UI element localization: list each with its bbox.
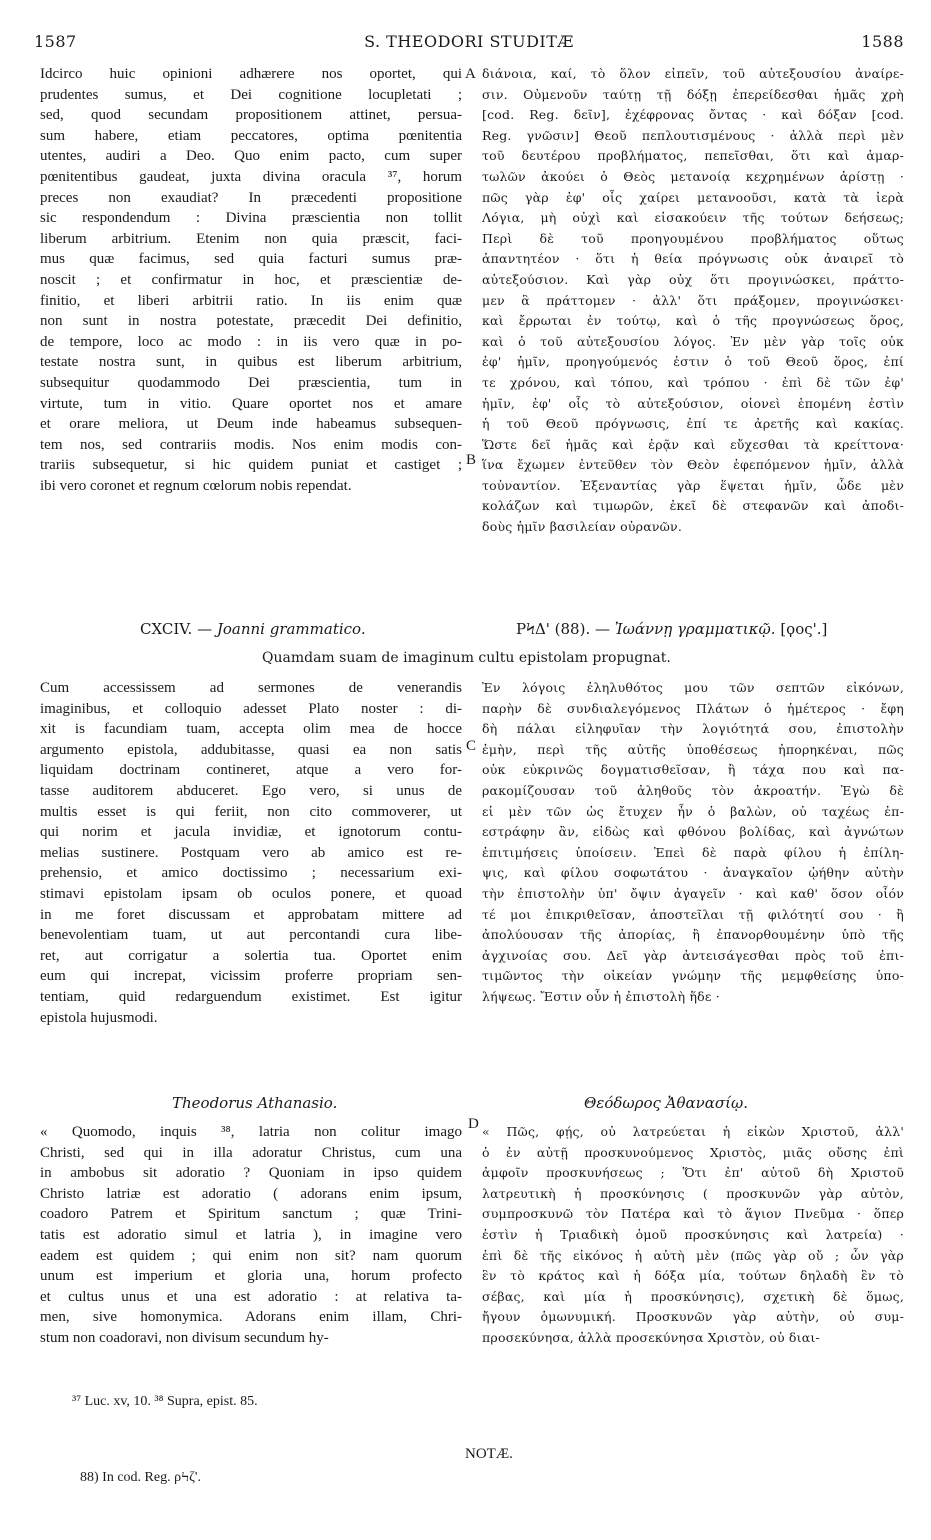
- text-line: τε χρόνου, καὶ τόπου, καὶ τρόπου · ἐπὶ δὲ τῶν ἐφ': [482, 374, 904, 390]
- latin-letter-number: CXCIV.: [140, 620, 193, 638]
- text-line: τιμῶντος τὴν οἰκείαν γνώμην τῆς μεμφθείσης ὑπο-: [482, 968, 904, 984]
- text-line: Ὥστε δεῖ ἡμᾶς καὶ ἐρᾷν καὶ εὔχεσθαι τὰ κρείττονα·: [482, 436, 904, 452]
- text-line: διάνοια, καί, τὸ ὅλον εἰπεῖν, τοῦ αὐτεξουσίου ἀναίρε-: [482, 66, 904, 81]
- text-line: Cum accessissem ad sermones de venerandis: [40, 680, 462, 696]
- greek-column-top: [482, 64, 904, 538]
- text-line: in ambobus sit adoratio ? Quoniam in ipso quidem: [40, 1165, 462, 1182]
- notae-text: 88) In cod. Reg. ρϞζ'.: [80, 1470, 201, 1485]
- text-line: qui norim et jacula invidiæ, et ignotorum contu-: [40, 824, 462, 841]
- text-line: et orare meliora, ut Deum inde habeamus subsequen-: [40, 416, 462, 433]
- text-line: Reg. γνῶσιν] Θεοῦ πεπλουτισμένους · ἀλλὰ περὶ μὲν: [482, 127, 904, 143]
- text-line: unum est imperium et gloria una, horum profecto: [40, 1268, 462, 1285]
- text-line: eum qui increpat, vicissim proferre propriam sen-: [40, 968, 462, 985]
- text-line: tem nos, sed contrariis modis. Nos enim modis con-: [40, 436, 462, 453]
- text-line: imaginibus, et colloquio adesset Plato noster : di-: [40, 700, 462, 717]
- text-line: prudentes sumus, et Dei cognitione locupletati ;: [40, 86, 462, 103]
- text-line: Christi, sed qui in illa adoratur Christus, cum una: [40, 1144, 462, 1161]
- text-line: finitio, et liberi arbitrii ratio. In iis enim quæ: [40, 292, 462, 309]
- text-line: virtute, tum in vitio. Quare oportet nos et amare: [40, 395, 462, 412]
- text-line: ἐπιτιμήσεις ὑποίσειν. Ἐπεὶ δὲ παρὰ φίλου ἡ ἐπίλη-: [482, 844, 904, 860]
- text-line: et cultus unus et una est adoratio : at relativa ta-: [40, 1288, 462, 1305]
- text-line: καὶ ὁ τοῦ αὐτεξουσίου λόγος. Ἐν μὲν γὰρ τοῖς οὐκ: [482, 333, 904, 349]
- footnotes: ³⁷ Luc. xv, 10. ³⁸ Supra, epist. 85.: [72, 1394, 258, 1409]
- text-line: προσεκύνησα, ἀλλὰ προσεκύνησα Χριστὸν, οὐ διαι-: [482, 1329, 820, 1345]
- greek-inner-title: Θεόδωρος Ἀθανασίῳ.: [584, 1094, 749, 1112]
- running-header: [34, 32, 904, 56]
- text-line: benevolentiam tuam, ut aut percontandi cura libe-: [40, 927, 462, 944]
- latin-inner-title: Theodorus Athanasio.: [172, 1094, 338, 1112]
- text-line: sum habere, etiam peccatores, optima pœnitentia: [40, 127, 462, 144]
- text-line: παρὴν δὲ συνδιαλεγόμενος Πλάτων ὁ ἡμέτερος · ἔφη: [482, 700, 904, 716]
- latin-column-bottom: [40, 1122, 462, 1349]
- text-line: συμπροσκυνῶ τὸν Πατέρα καὶ τὸ ἅγιον Πνεῦμα · ὅπερ: [482, 1206, 904, 1222]
- text-line: sic respondendum : Divina præscientia non tollit: [40, 210, 462, 227]
- greek-heading-dash: —: [595, 620, 611, 638]
- text-line: liquidam doctrinam contineret, atque a vero for-: [40, 762, 462, 779]
- text-line: ἓν τὸ κράτος καὶ ἡ δόξα μία, τούτων δηλαδὴ ἓν τὸ: [482, 1268, 904, 1284]
- text-line: ἀμφοῖν προσκυνήσεως ; Ὅτι ἐπ' αὐτοῦ δὴ Χριστοῦ: [482, 1165, 904, 1181]
- text-line: « Quomodo, inquis ³⁸, latria non colitur imago: [40, 1124, 462, 1140]
- text-line: tasse auditorem abduceret. Ego vero, si unus de: [40, 782, 462, 799]
- latin-letter-recipient: Joanni grammatico.: [216, 620, 366, 638]
- text-line: mus quæ facimus, sed quia facturi sumus præ-: [40, 251, 462, 268]
- text-line: argumento epistola, addubitasse, quasi ea non satis: [40, 741, 462, 758]
- text-line: ἵνα ἔχωμεν ἐντεῦθεν τὸν Θεὸν ἑφεπόμενον ἡμῖν, ἀλλὰ: [482, 457, 904, 473]
- greek-letter-recipient: Ἰωάννῃ γραμματικῷ.: [614, 620, 776, 638]
- text-line: stimavi epistolam ipsam ob oculos ponere, et quoad: [40, 885, 462, 902]
- text-line: sed, quod secundam propositionem attinet, persua-: [40, 107, 462, 124]
- text-line: ρακομίζουσαν τοῦ ἀληθοῦς τὸν ἀκροατήν. Ἐγὼ δὲ: [482, 782, 904, 798]
- text-line: Christo latriæ est adoratio ( adorans enim ipsum,: [40, 1185, 462, 1202]
- text-line: [cod. Reg. δεῖν], ἐχέφρονας ὄντας · καὶ δόξαν [cod.: [482, 107, 904, 123]
- text-line: τωλῶν ἀκούει ὁ Θεὸς μετανοίᾳ κεχρημένων ἀρίστῃ ·: [482, 168, 904, 184]
- text-line: eadem est quidem ; qui enim non sit? nam quorum: [40, 1247, 462, 1264]
- text-line: αὐτεξούσιον. Καὶ γὰρ οὐχ ὅτι προγινώσκει, πράττο-: [482, 271, 904, 287]
- text-line: ἀγχινοίας σου. Δεῖ γὰρ ἀντεισάγεσθαι πρὸς τοῦ ἐπι-: [482, 947, 904, 963]
- greek-letter-heading: [516, 620, 827, 638]
- text-line: σιν. Οὐμενοῦν ταύτῃ τῇ δόξῃ ἐπερείδεσθαι ἡμᾶς χρὴ: [482, 86, 904, 102]
- text-line: melias sustinere. Postquam vero ab amico est re-: [40, 844, 462, 861]
- text-line: xit is facundiam tuam, accepta olim mea de hocce: [40, 721, 462, 738]
- greek-letter-bracket: [ϙος'.]: [780, 620, 828, 638]
- text-line: τὴν ἐπιστολὴν ὑπ' ὄψιν ἀγαγεῖν · καὶ καθ' ὅσον οἷόν: [482, 885, 904, 901]
- latin-heading-dash: —: [197, 620, 213, 638]
- text-line: λήψεως. Ἔστιν οὖν ἡ ἐπιστολὴ ἥδε ·: [482, 988, 720, 1004]
- text-line: stum non coadoravi, non divisum secundum hy-: [40, 1329, 329, 1346]
- text-line: men, sive homonymica. Adorans enim illam, Chri-: [40, 1309, 462, 1326]
- greek-column-bottom: [482, 1122, 904, 1349]
- text-line: trariis subsequetur, si hic quidem puniat et castiget ;: [40, 457, 462, 474]
- text-line: non sunt in nostra potestate, præcedit Dei definitio,: [40, 313, 462, 330]
- text-line: ἀπολύουσαν τῆς ἀπορίας, ἢ ἐπανορθουμένην ὑπὸ τῆς: [482, 927, 904, 943]
- text-line: σέβας, καὶ μία ἡ προσκύνησις), σχετικὴ δὲ ὅμως,: [482, 1288, 904, 1304]
- text-line: Idcirco huic opinioni adhærere nos oportet, qui: [40, 66, 462, 82]
- text-line: καὶ ἔρρωται ἐν τούτῳ, καὶ ὁ τῆς προγνώσεως ὅρος,: [482, 313, 904, 329]
- text-line: pœnitentibus gaudeat, juxta divina oracula ³⁷, horum: [40, 168, 462, 185]
- text-line: coadoro Patrem et Spiritum sanctum ; quæ Trini-: [40, 1206, 462, 1223]
- text-line: μεν ἃ πράττομεν · ἀλλ' ὅτι πράξομεν, προγινώσκει·: [482, 292, 904, 308]
- latin-letter-heading: [140, 620, 366, 638]
- text-line: δοὺς ἡμῖν βασιλείαν οὐρανῶν.: [482, 519, 683, 535]
- text-line: in me foret discussam et approbatam mittere ad: [40, 906, 462, 923]
- greek-column-middle: [482, 678, 904, 1008]
- text-line: Λόγια, μὴ οὐχὶ καὶ εἰσακούειν τῆς τούτων δεήσεως;: [482, 210, 904, 226]
- text-line: preces non exaudiat? In præcedenti propositione: [40, 189, 462, 206]
- text-line: κολάζων καὶ τιμωρῶν, ἐκεῖ δὲ στεφανῶν καὶ ἀποδι-: [482, 498, 904, 514]
- greek-letter-number: ΡϞΔ' (88).: [516, 620, 591, 638]
- text-line: prehensio, et amico doctissimo ; necessarium exi-: [40, 865, 462, 882]
- text-line: ἐπὶ δὲ τῆς εἰκόνος ἡ αὐτὴ μὲν (πῶς γὰρ οὔ ; ὧν γὰρ: [482, 1247, 904, 1263]
- text-line: testate nostra sunt, in quibus est liberum arbitrium,: [40, 354, 462, 371]
- margin-letter-d: D: [468, 1116, 479, 1132]
- text-line: « Πῶς, φῄς, οὐ λατρεύεται ἡ εἰκὼν Χριστοῦ, ἀλλ': [482, 1124, 904, 1139]
- text-line: ibi vero coronet et regnum cœlorum nobis rependat.: [40, 477, 352, 494]
- letter-summary: Quamdam suam de imaginum cultu epistolam propugnat.: [262, 650, 671, 666]
- margin-letter-a: A: [465, 66, 476, 82]
- text-line: tentiam, quid redarguendum existimet. Est igitur: [40, 988, 462, 1005]
- latin-column-middle: [40, 678, 462, 1028]
- text-line: ἤγουν ὁμωνυμική. Προσκυνῶν γὰρ αὐτὴν, οὐ συμ-: [482, 1309, 904, 1325]
- text-line: λατρευτικὴ ἡ προσκύνησις ( προσκυνῶν γὰρ αὐτὸν,: [482, 1185, 904, 1201]
- text-line: ἐφ' ἡμῖν, προηγούμενός ἐστιν ὁ τοῦ Θεοῦ ὅρος, ἐπί: [482, 354, 904, 370]
- text-line: ἐμὴν, περὶ τῆς αὐτῆς ὑποθέσεως ἠπορηκέναι, πῶς: [482, 741, 904, 757]
- text-line: liberum arbitrium. Etenim non quia præscit, faci-: [40, 230, 462, 247]
- latin-column-top: [40, 64, 462, 496]
- text-line: utentes, audiri a Deo. Quo enim pacto, cum super: [40, 148, 462, 165]
- text-line: de tempore, loco ac modo : in iis vero quæ in po-: [40, 333, 462, 350]
- text-line: ἀπαντητέον · ὅτι ἡ θεία πρόγνωσις οὐκ ἀναιρεῖ τὸ: [482, 251, 904, 267]
- text-line: Ἐν λόγοις ἐληλυθότος μου τῶν σεπτῶν εἰκόνων,: [482, 680, 904, 695]
- text-line: ret, aut corrigatur a solertia tua. Oportet enim: [40, 947, 462, 964]
- page-number-right: 1588: [861, 32, 904, 51]
- text-line: noscit ; et confirmatur in hoc, et præscientiæ de-: [40, 271, 462, 288]
- page-number-left: 1587: [34, 32, 77, 51]
- notae-title: NOTÆ.: [465, 1446, 513, 1462]
- text-line: τέ μοι ἐπικριθεῖσαν, ἀποστεῖλαι τῇ φιλότητί σου · ἢ: [482, 906, 904, 922]
- text-line: δὴ πάλαι εἰληφυῖαν τὴν λογιότητά σου, ἐπιστολὴν: [482, 721, 904, 737]
- text-line: τοῦ δευτέρου προβλήματος, πεπεῖσθαι, ὅτι καὶ ἁμαρ-: [482, 148, 904, 164]
- text-line: Περὶ δὲ τοῦ προηγουμένου προβλήματος οὕτως: [482, 230, 904, 246]
- text-line: ἡμῖν, ἐφ' οἷς τὸ αὐτεξούσιον, οἱονεὶ ἑπομένη ἐστὶν: [482, 395, 904, 411]
- text-line: tatis est adoratio simul et latria ), in imagine vero: [40, 1226, 462, 1243]
- text-line: ἐστὶν ἡ Τριαδικὴ ὁμοῦ προσκύνησις καὶ λατρεία) ·: [482, 1226, 904, 1242]
- text-line: ὁ ἐν αὐτῇ προσκυνούμενος Χριστὸς, μιᾶς οὔσης ἐπὶ: [482, 1144, 904, 1160]
- text-line: ἡ τοῦ Θεοῦ πρόγνωσις, ἐπί τε ἀρετῆς καὶ κακίας.: [482, 416, 904, 432]
- text-line: subsequitur quodammodo Dei præscientia, tum in: [40, 374, 462, 391]
- text-line: ψις, καὶ φίλου σοφωτάτου · ἀναγκαῖον ᾠήθην αὐτὴν: [482, 865, 904, 881]
- margin-letter-b: B: [466, 452, 477, 468]
- text-line: εἰ μὲν τῶν ὡς ἔτυχεν ἦν ὁ βαλὼν, οὐ ταχέως ἐπ-: [482, 803, 904, 819]
- text-line: εστράφην ἂν, εἰδὼς καὶ φθόνου βολίδας, καὶ ἀγνώτων: [482, 824, 904, 840]
- text-line: τοὐναντίον. Ἐξεναντίας γὰρ ἕψεται ἡμῖν, ὧδε μὲν: [482, 477, 904, 493]
- text-line: multis esset is qui feriit, non cito commoverer, ut: [40, 803, 462, 820]
- text-line: οὐκ εὐκρινῶς δογματισθεῖσαν, ἢ τάχα που καὶ πα-: [482, 762, 904, 778]
- text-line: epistola hujusmodi.: [40, 1009, 158, 1026]
- text-line: πῶς γὰρ ἐφ' οἷς χαίρει μετανοοῦσι, κατὰ τὰ ἱερὰ: [482, 189, 904, 205]
- running-title: S. THEODORI STUDITÆ: [364, 32, 574, 51]
- margin-letter-c: C: [466, 738, 477, 754]
